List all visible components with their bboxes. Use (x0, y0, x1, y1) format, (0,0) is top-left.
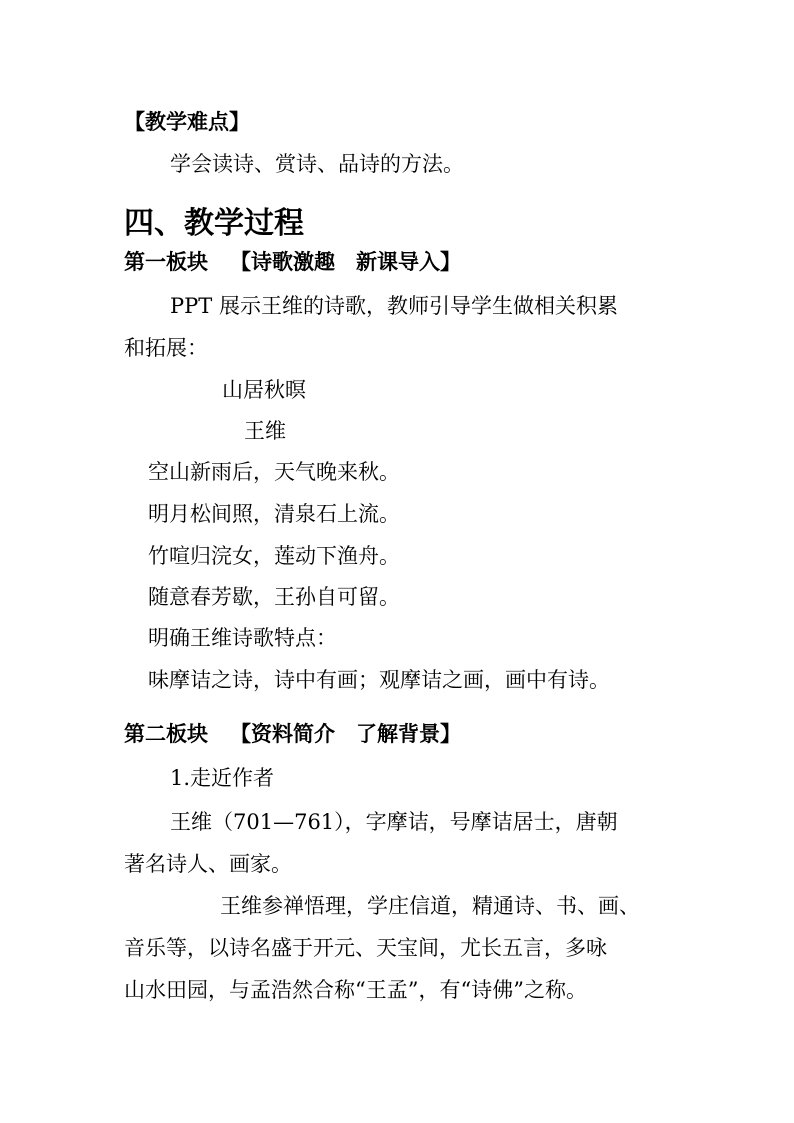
block2-para2-line1: 王维参禅悟理，学庄信道，精通诗、书、画、 (220, 894, 640, 918)
poem-title: 山居秋暝 (222, 378, 306, 402)
block2-para2-line3: 山水田园，与孟浩然合称“王孟”，有“诗佛”之称。 (124, 978, 587, 1002)
poem-line-2: 明月松间照，清泉石上流。 (148, 502, 400, 526)
poem-author: 王维 (244, 419, 286, 443)
poem-line-1: 空山新雨后，天气晚来秋。 (148, 460, 400, 484)
process-heading: 四、教学过程 (124, 206, 304, 241)
block2-title: 第二板块 (124, 721, 208, 746)
block1-subtitle: 【诗歌激趣 新课导入】 (230, 249, 461, 274)
block2-subtitle: 【资料简介 了解背景】 (230, 721, 461, 746)
block1-heading (124, 246, 461, 276)
block1-title: 第一板块 (124, 249, 208, 274)
block2-para1-line2: 著名诗人、画家。 (124, 852, 292, 876)
block1-intro-line2: 和拓展： (124, 336, 208, 360)
difficulty-text: 学会读诗、赏诗、品诗的方法。 (170, 152, 464, 176)
block2-heading (124, 718, 461, 748)
block2-para1-line1: 王维（701—761），字摩诘，号摩诘居士，唐朝 (170, 810, 618, 834)
block2-item1: 1.走近作者 (170, 766, 275, 790)
feature-label: 明确王维诗歌特点： (148, 626, 337, 650)
block2-para2-line2: 音乐等，以诗名盛于开元、天宝间，尤长五言，多咏 (124, 936, 607, 960)
poem-line-4: 随意春芳歇，王孙自可留。 (148, 585, 400, 609)
difficulty-heading: 【教学难点】 (124, 109, 250, 134)
poem-line-3: 竹喧归浣女，莲动下渔舟。 (148, 544, 400, 568)
block1-intro-line1: PPT 展示王维的诗歌，教师引导学生做相关积累 (170, 294, 618, 318)
feature-text: 味摩诘之诗，诗中有画；观摩诘之画，画中有诗。 (148, 668, 610, 692)
